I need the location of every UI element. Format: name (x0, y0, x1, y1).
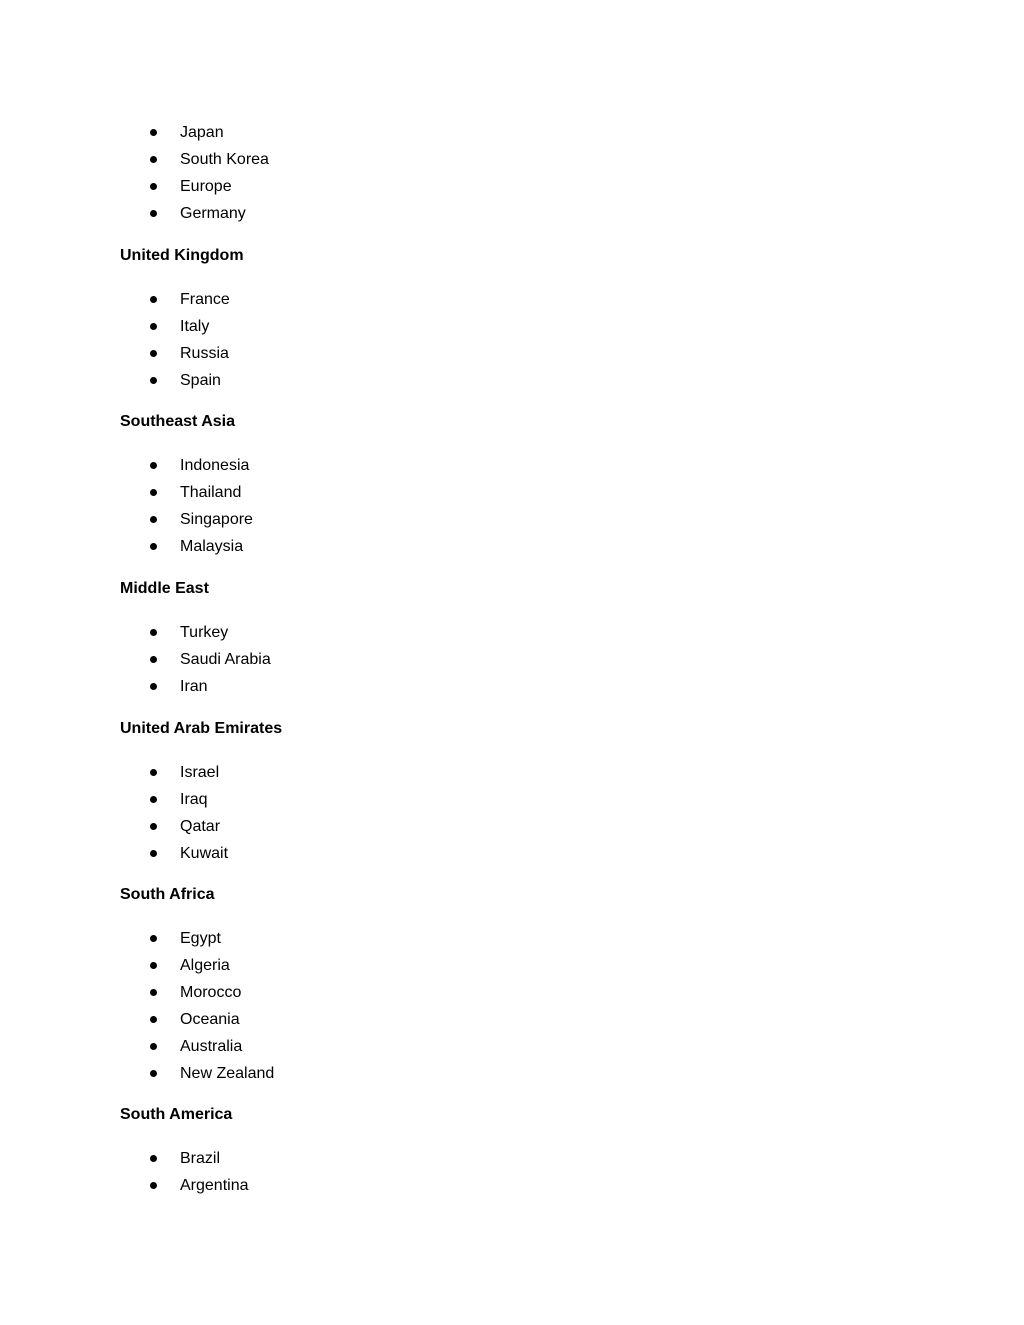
bullet-icon (150, 350, 157, 357)
section-heading: United Kingdom (120, 247, 244, 264)
bullet-icon (150, 796, 157, 803)
bullet-icon (150, 296, 157, 303)
document-page: Japan South Korea Europe Germany United Kingdom France Italy Russia Spain Southeast Asia Indonesia Thailand Singapore Malaysia Middle East Turkey Saudi Arabia Iran United Arab Emirates Israel Iraq Qatar Kuwait South Africa Egypt Algeria Morocco Oceania Australia New Zealand South America Brazil Argentina (120, 124, 283, 1194)
bullet-icon (150, 156, 157, 163)
bullet-icon (150, 1070, 157, 1077)
bullet-icon (150, 1155, 157, 1162)
bullet-icon (150, 210, 157, 217)
bullet-icon (150, 1182, 157, 1189)
bullet-icon (150, 377, 157, 384)
section-heading: United Arab Emirates (120, 720, 283, 737)
bullet-icon (150, 935, 157, 942)
bullet-icon (150, 129, 157, 136)
bullet-icon (150, 769, 157, 776)
bullet-icon (150, 989, 157, 996)
bullet-icon (150, 323, 157, 330)
bullet-icon (150, 962, 157, 969)
bullet-icon (150, 489, 157, 496)
section-heading: Southeast Asia (120, 413, 235, 430)
bullet-icon (150, 462, 157, 469)
bullet-icon (150, 823, 157, 830)
section-heading: South Africa (120, 886, 215, 903)
bullet-icon (150, 183, 157, 190)
section-heading: South America (120, 1106, 233, 1123)
bullet-icon (150, 850, 157, 857)
bullet-icon (150, 629, 157, 636)
bullet-icon (150, 543, 157, 550)
section-heading: Middle East (120, 580, 209, 597)
bullet-icon (150, 1016, 157, 1023)
bullet-icon (150, 656, 157, 663)
bullet-icon (150, 683, 157, 690)
bullet-icon (150, 516, 157, 523)
bullet-icon (150, 1043, 157, 1050)
